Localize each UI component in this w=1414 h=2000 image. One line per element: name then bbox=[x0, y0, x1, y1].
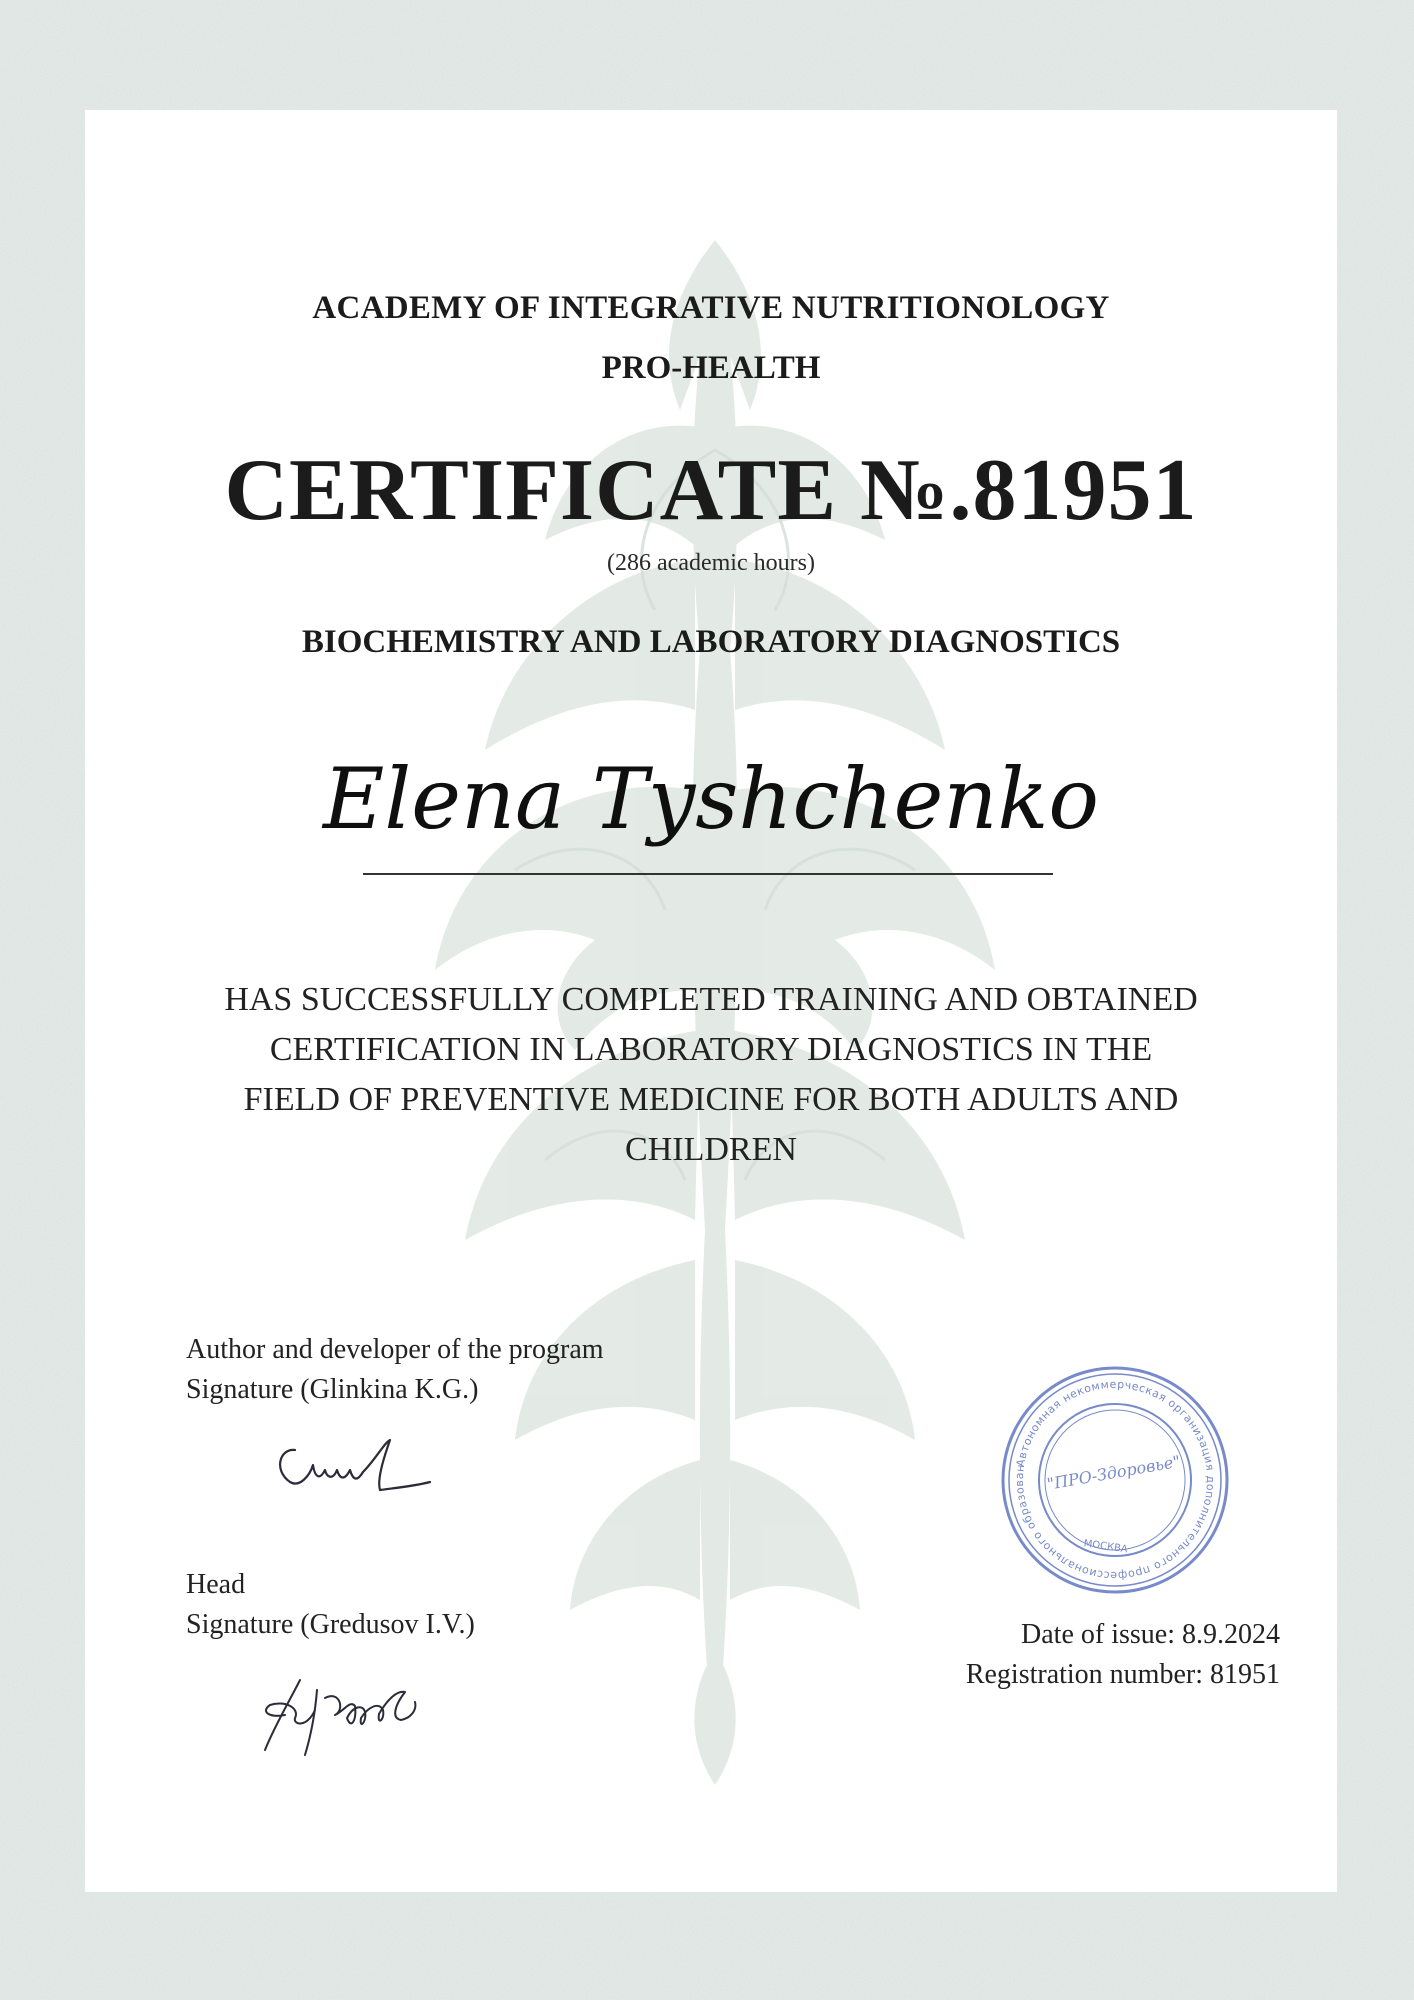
head-signature-label: Signature (Gredusov I.V.) bbox=[186, 1609, 475, 1640]
issue-details bbox=[966, 1615, 1280, 1695]
head-handwritten-signature bbox=[245, 1670, 435, 1760]
author-handwritten-signature bbox=[265, 1430, 445, 1500]
academy-subtitle: PRO-HEALTH bbox=[601, 350, 821, 386]
author-role: Author and developer of the program bbox=[186, 1334, 604, 1365]
certificate-sheet bbox=[85, 110, 1337, 1892]
head-role: Head bbox=[186, 1569, 246, 1600]
completion-line: CERTIFICATION IN LABORATORY DIAGNOSTICS IN THE bbox=[269, 1031, 1153, 1068]
name-underline bbox=[363, 873, 1053, 875]
issue-date: Date of issue: 8.9.2024 bbox=[1021, 1619, 1280, 1650]
course-title: BIOCHEMISTRY AND LABORATORY DIAGNOSTICS bbox=[301, 624, 1121, 660]
stamp-city-text: МОСКВА bbox=[1082, 1538, 1129, 1556]
author-signature-label: Signature (Glinkina K.G.) bbox=[186, 1374, 479, 1405]
academy-name: ACADEMY OF INTEGRATIVE NUTRITIONOLOGY bbox=[312, 290, 1110, 326]
author-signatory bbox=[186, 1330, 604, 1410]
registration-number: Registration number: 81951 bbox=[965, 1659, 1280, 1690]
completion-line: CHILDREN bbox=[625, 1131, 797, 1168]
head-signatory bbox=[186, 1565, 475, 1645]
stamp-ring-text: Автономная некоммерческая организация дополнительного профессионального образования bbox=[1012, 1377, 1218, 1583]
recipient-name: Elena Tyshchenko bbox=[323, 750, 1099, 848]
completion-statement bbox=[175, 975, 1247, 1175]
completion-line: HAS SUCCESSFULLY COMPLETED TRAINING AND OBTAINED bbox=[224, 981, 1198, 1018]
stamp-center-text: "ПРО-Здоровье" bbox=[1045, 1451, 1182, 1494]
completion-line: FIELD OF PREVENTIVE MEDICINE FOR BOTH ADULTS AND bbox=[243, 1081, 1179, 1118]
academic-hours: (286 academic hours) bbox=[607, 550, 815, 576]
official-stamp-seal bbox=[995, 1360, 1235, 1600]
certificate-title: CERTIFICATE №.81951 bbox=[224, 442, 1198, 539]
